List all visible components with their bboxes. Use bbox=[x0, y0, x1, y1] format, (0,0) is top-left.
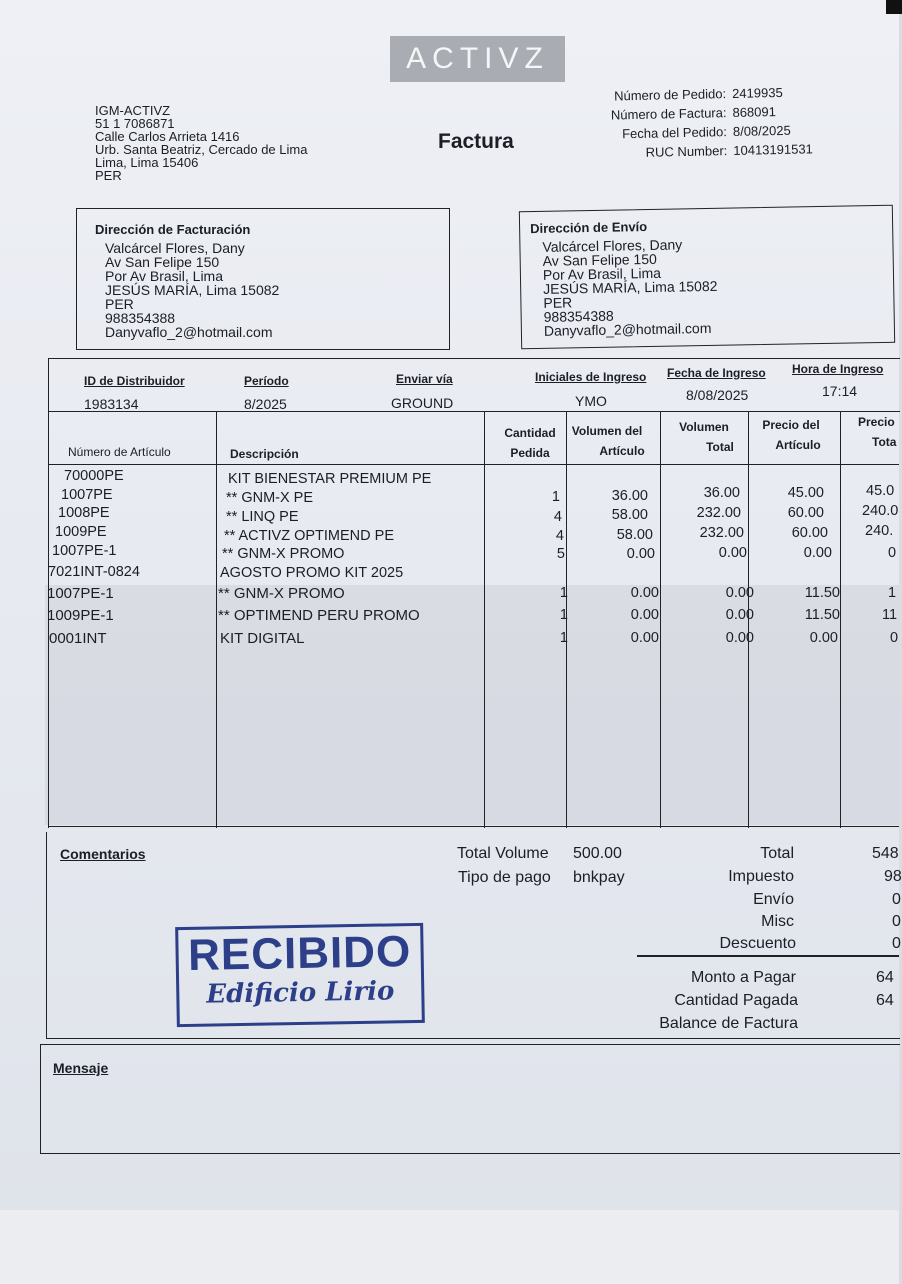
amount-due-label: Monto a Pagar bbox=[691, 969, 796, 986]
row-item-number: 1008PE bbox=[58, 505, 110, 521]
billing-line: Av San Felipe 150 bbox=[105, 254, 220, 270]
misc-label: Misc bbox=[761, 913, 794, 930]
sender-line: IGM-ACTIVZ bbox=[95, 103, 171, 118]
message-box bbox=[40, 1044, 900, 1154]
sender-line: Lima, Lima 15406 bbox=[95, 155, 199, 170]
payment-type-value: bnkpay bbox=[573, 869, 625, 886]
col-header-line: Tota bbox=[872, 435, 897, 449]
table-header-rule bbox=[48, 464, 899, 465]
row-quantity: 1 bbox=[559, 585, 568, 601]
entry-initials-label: Iniciales de Ingreso bbox=[535, 370, 647, 384]
shipping-line: Danyvaflo_2@hotmail.com bbox=[543, 319, 712, 339]
col-header-line: Pedida bbox=[510, 446, 550, 460]
shipping-value: 0 bbox=[892, 891, 901, 908]
row-item-number: 0001INT bbox=[49, 630, 107, 647]
col-header-line: Total bbox=[706, 440, 734, 454]
col-header-item-price bbox=[752, 415, 830, 455]
total-label: Total bbox=[760, 845, 794, 862]
row-item-volume: 0.00 bbox=[630, 607, 659, 623]
row-quantity: 1 bbox=[559, 607, 568, 623]
amount-paid-label: Cantidad Pagada bbox=[674, 992, 798, 1009]
col-header-line: Cantidad bbox=[504, 426, 556, 440]
meta-label: Número de Factura: bbox=[610, 105, 727, 123]
entry-initials-value: YMO bbox=[575, 393, 607, 409]
row-total-price: 11 bbox=[882, 607, 898, 623]
col-header-item-number: Número de Artículo bbox=[68, 445, 171, 459]
amount-paid-value: 64 bbox=[876, 992, 894, 1009]
row-item-volume: 0.00 bbox=[626, 546, 655, 562]
sender-address bbox=[95, 104, 307, 182]
table-col-rule bbox=[484, 412, 485, 828]
billing-address-box bbox=[76, 208, 450, 350]
meta-value: 2419935 bbox=[731, 84, 783, 101]
col-header-quantity bbox=[498, 423, 562, 463]
row-quantity: 4 bbox=[555, 528, 564, 544]
row-description: ** OPTIMEND PERU PROMO bbox=[218, 607, 420, 624]
entry-date-label: Fecha de Ingreso bbox=[667, 366, 766, 380]
ship-via-label: Enviar vía bbox=[396, 372, 453, 386]
entry-time-value: 17:14 bbox=[822, 383, 858, 399]
sender-line: Calle Carlos Arrieta 1416 bbox=[95, 129, 240, 144]
col-header-description: Descripción bbox=[230, 447, 299, 461]
row-item-volume: 0.00 bbox=[630, 630, 659, 646]
col-header-total-price bbox=[858, 412, 899, 452]
total-value: 548 bbox=[872, 845, 899, 862]
row-item-price: 60.00 bbox=[787, 505, 824, 521]
row-quantity: 5 bbox=[556, 546, 565, 562]
tax-label: Impuesto bbox=[728, 868, 794, 885]
amount-due-value: 64 bbox=[876, 969, 894, 986]
row-total-volume: 0.00 bbox=[718, 545, 747, 561]
billing-line: Valcárcel Flores, Dany bbox=[105, 240, 245, 256]
total-volume-value: 500.00 bbox=[573, 845, 622, 862]
row-item-price: 60.00 bbox=[791, 525, 828, 541]
billing-line: PER bbox=[105, 296, 134, 312]
row-item-number: 70000PE bbox=[64, 468, 124, 484]
shipping-line: PER bbox=[543, 294, 573, 311]
tax-value: 98 bbox=[884, 868, 902, 885]
row-description: KIT BIENESTAR PREMIUM PE bbox=[228, 471, 432, 487]
meta-label: RUC Number: bbox=[645, 143, 728, 160]
shipping-line: Valcárcel Flores, Dany bbox=[542, 236, 683, 255]
sender-line: PER bbox=[95, 168, 122, 183]
meta-value: 10413191531 bbox=[733, 141, 813, 158]
row-item-price: 45.00 bbox=[787, 485, 824, 501]
stamp-line: Edificio Lirio bbox=[206, 976, 395, 1010]
entry-date-value: 8/08/2025 bbox=[686, 387, 749, 403]
col-header-line: Volumen del bbox=[571, 424, 643, 438]
col-header-line: Artículo bbox=[775, 438, 821, 452]
row-description: ** LINQ PE bbox=[226, 509, 299, 525]
row-item-number: 1007PE bbox=[61, 487, 113, 503]
col-header-line: Precio del bbox=[762, 418, 820, 432]
ship-via-value: GROUND bbox=[391, 395, 454, 411]
row-item-number: 7021INT-0824 bbox=[48, 564, 140, 580]
row-total-volume: 0.00 bbox=[725, 585, 754, 601]
invoice-balance-label: Balance de Factura bbox=[659, 1015, 798, 1032]
row-quantity: 1 bbox=[559, 630, 568, 646]
row-item-volume: 0.00 bbox=[630, 585, 659, 601]
billing-heading: Dirección de Facturación bbox=[95, 222, 251, 237]
table-top-rule bbox=[48, 411, 899, 412]
col-header-item-volume bbox=[566, 421, 648, 461]
row-total-price: 240.0 bbox=[862, 503, 899, 519]
row-item-number: 1007PE-1 bbox=[47, 585, 114, 602]
total-volume-label: Total Volume bbox=[457, 845, 549, 862]
row-item-number: 1009PE bbox=[55, 524, 107, 540]
row-total-price: 240. bbox=[865, 523, 894, 539]
document-title: Factura bbox=[438, 130, 514, 153]
meta-value: 868091 bbox=[732, 104, 777, 120]
stamp-line: RECIBIDO bbox=[187, 927, 412, 980]
col-header-line: Artículo bbox=[599, 444, 645, 458]
meta-label: Número de Pedido: bbox=[613, 86, 727, 104]
row-total-price: 1 bbox=[888, 585, 897, 601]
row-quantity: 1 bbox=[551, 489, 560, 505]
billing-line: 988354388 bbox=[105, 310, 176, 326]
row-item-volume: 58.00 bbox=[611, 507, 648, 523]
billing-line: JESÚS MARÍA, Lima 15082 bbox=[105, 282, 280, 298]
col-header-line: Precio bbox=[858, 415, 895, 429]
row-total-volume: 232.00 bbox=[699, 525, 744, 541]
table-bottom-rule bbox=[48, 826, 899, 827]
comments-label: Comentarios bbox=[60, 846, 146, 862]
row-description: AGOSTO PROMO KIT 2025 bbox=[220, 565, 404, 581]
discount-label: Descuento bbox=[719, 935, 796, 952]
entry-time-label: Hora de Ingreso bbox=[792, 362, 884, 376]
row-total-price: 45.0 bbox=[866, 483, 895, 499]
row-total-volume: 0.00 bbox=[725, 607, 754, 623]
billing-line: Por Av Brasil, Lima bbox=[105, 268, 224, 284]
row-item-volume: 58.00 bbox=[616, 527, 653, 543]
received-stamp bbox=[175, 923, 425, 1027]
row-description: ** GNM-X PROMO bbox=[218, 585, 345, 602]
shipping-line: Av San Felipe 150 bbox=[542, 250, 657, 269]
col-header-line: Volumen bbox=[679, 420, 729, 434]
period-label: Período bbox=[244, 374, 289, 388]
table-col-rule bbox=[840, 412, 841, 828]
row-item-number: 1007PE-1 bbox=[52, 543, 117, 559]
row-total-volume: 0.00 bbox=[725, 630, 754, 646]
row-item-price: 11.50 bbox=[804, 585, 840, 601]
photo-corner bbox=[886, 0, 902, 14]
row-item-price: 0.00 bbox=[803, 545, 832, 561]
row-description: ** GNM-X PE bbox=[226, 490, 314, 506]
row-item-volume: 36.00 bbox=[611, 488, 648, 504]
row-total-price: 0 bbox=[888, 545, 897, 561]
table-col-rule bbox=[660, 412, 661, 828]
row-total-volume: 232.00 bbox=[696, 505, 741, 521]
billing-line: Danyvaflo_2@hotmail.com bbox=[105, 324, 273, 340]
sender-line: Urb. Santa Beatriz, Cercado de Lima bbox=[95, 142, 308, 157]
payment-type-label: Tipo de pago bbox=[458, 869, 551, 886]
shipping-line: 988354388 bbox=[543, 307, 614, 325]
meta-label: Fecha del Pedido: bbox=[621, 124, 728, 142]
row-quantity: 4 bbox=[553, 509, 562, 525]
misc-value: 0 bbox=[892, 913, 901, 930]
row-item-number: 1009PE-1 bbox=[47, 607, 114, 624]
distributor-id-label: ID de Distribuidor bbox=[84, 374, 185, 388]
table-col-rule bbox=[216, 412, 217, 828]
activz-logo: ACTIVZ bbox=[390, 36, 565, 82]
period-value: 8/2025 bbox=[244, 396, 287, 412]
message-label: Mensaje bbox=[53, 1060, 109, 1076]
col-header-total-volume bbox=[668, 417, 740, 457]
row-item-price: 0.00 bbox=[809, 630, 838, 646]
meta-value: 8/08/2025 bbox=[732, 122, 791, 139]
background-surface bbox=[0, 1210, 899, 1284]
invoice-meta bbox=[588, 85, 813, 160]
discount-value: 0 bbox=[892, 935, 901, 952]
row-description: KIT DIGITAL bbox=[220, 630, 305, 647]
distributor-id-value: 1983134 bbox=[84, 396, 139, 412]
shipping-label: Envío bbox=[753, 891, 794, 908]
row-description: ** GNM-X PROMO bbox=[222, 546, 345, 562]
row-item-price: 11.50 bbox=[804, 607, 840, 623]
shipping-heading: Dirección de Envío bbox=[529, 219, 648, 237]
row-total-volume: 36.00 bbox=[703, 485, 740, 501]
totals-divider bbox=[637, 955, 899, 957]
shipping-line: Por Av Brasil, Lima bbox=[542, 264, 662, 283]
shipping-address-box bbox=[519, 205, 895, 350]
row-total-price: 0 bbox=[890, 630, 899, 646]
sender-line: 51 1 7086871 bbox=[95, 116, 175, 131]
row-description: ** ACTIVZ OPTIMEND PE bbox=[224, 528, 394, 544]
shipping-line: JESÚS MARÍA, Lima 15082 bbox=[543, 277, 718, 297]
